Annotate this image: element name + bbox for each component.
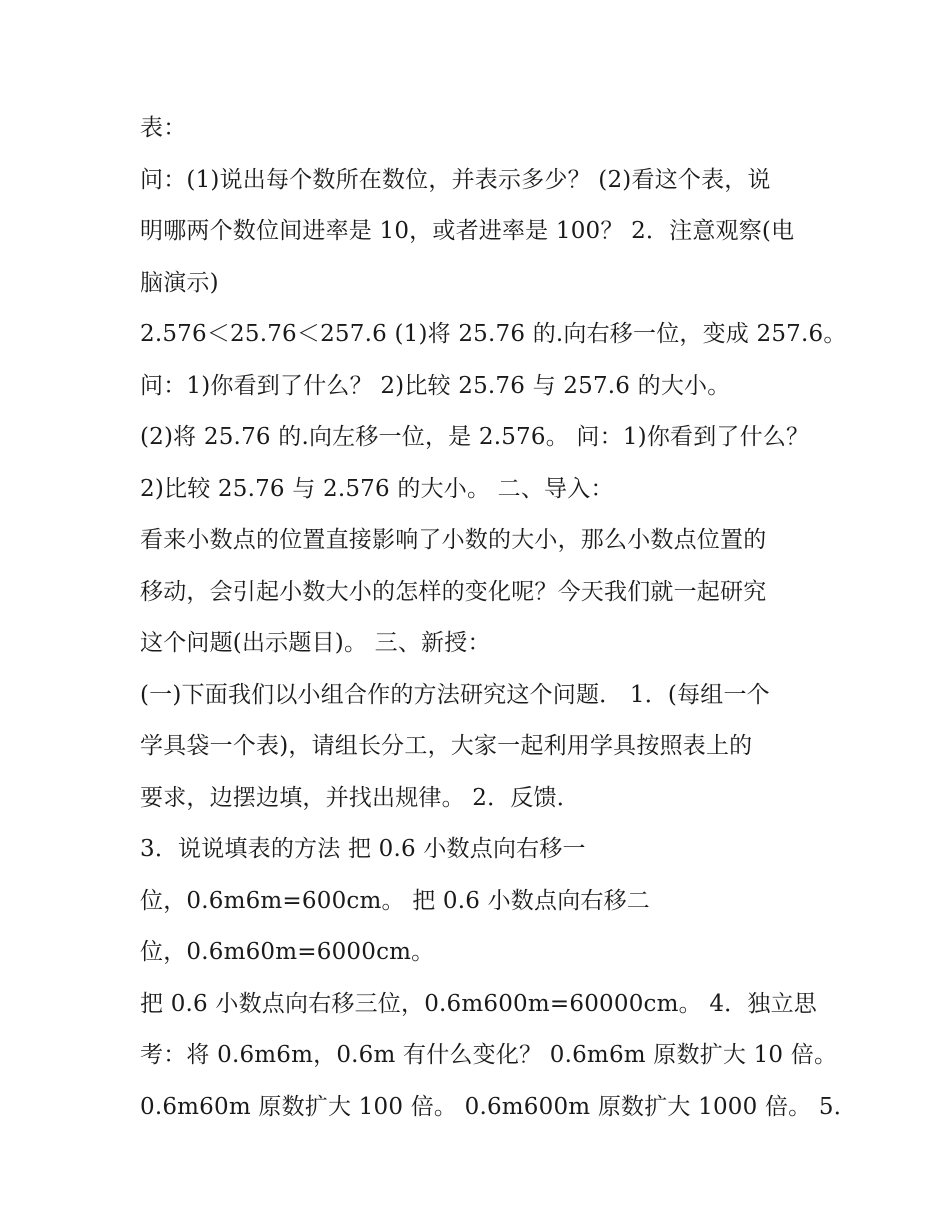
text-line: 脑演示) [140,269,219,296]
text-line: 2.576＜25.76＜257.6 (1)将 25.76 的.向右移一位，变成 257.6。 [140,321,847,347]
text-line: 这个问题(出示题目)。 三、新授： [140,630,491,656]
document-body [140,103,857,1133]
text-line: 问：1)你看到了什么？ 2)比较 25.76 与 257.6 的大小。 [140,372,731,399]
text-line: 看来小数点的位置直接影响了小数的大小，那么小数点位置的 [140,527,767,553]
text-line: 位，0.6m6m=600cm。 把 0.6 小数点向右移二 [140,887,651,914]
text-line: 0.6m60m 原数扩大 100 倍。 0.6m600m 原数扩大 1000 倍。 5． [140,1093,857,1120]
text-line: 问：(1)说出每个数所在数位，并表示多少？ (2)看这个表，说 [140,166,771,193]
text-line: 明哪两个数位间进率是 10，或者进率是 100？ 2．注意观察(电 [140,218,795,244]
text-line: (一)下面我们以小组合作的方法研究这个问题． 1．(每组一个 [140,681,770,708]
text-line: 移动，会引起小数大小的怎样的变化呢？今天我们就一起研究 [140,578,767,605]
text-line: 要求，边摆边填，并找出规律。 2．反馈． [140,784,580,811]
text-line: 位，0.6m60m=6000cm。 [140,939,435,965]
text-line: 3．说说填表的方法 把 0.6 小数点向右移一 [140,836,586,862]
text-line: 表： [140,115,187,141]
text-line: 学具袋一个表)，请组长分工，大家一起利用学具按照表上的 [140,733,753,759]
text-line: (2)将 25.76 的.向左移一位，是 2.576。 问：1)你看到了什么？ [140,424,810,450]
text-line: 考：将 0.6m6m，0.6m 有什么变化？ 0.6m6m 原数扩大 10 倍。 [140,1042,838,1068]
text-line: 2)比较 25.76 与 2.576 的大小。 二、导入： [140,475,614,502]
text-line: 把 0.6 小数点向右移三位，0.6m600m=60000cm。 4．独立思 [140,990,817,1017]
